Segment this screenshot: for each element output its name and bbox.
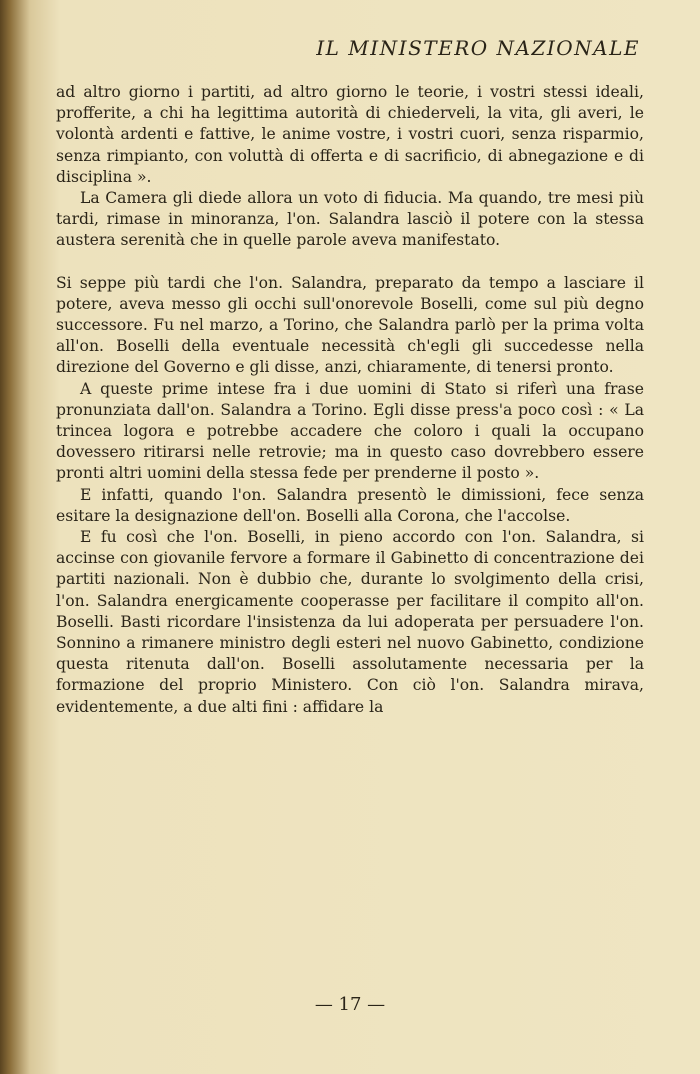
body-text	[56, 82, 644, 718]
running-title: IL MINISTERO NAZIONALE	[316, 36, 640, 60]
paragraph-4: A queste prime intese fra i due uomini di Stato si riferì una frase pronunziata dall'on. Salandra a Torino. Egli disse press'a poco così : « La trincea logora e potrebbe accadere che coloro i quali la occupano dovessero ritirarsi nelle retrovie; ma in questo caso dovrebbero essere pronti altri uomini della stessa fede per prenderne il posto ».	[56, 379, 644, 483]
paragraph-1: ad altro giorno i partiti, ad altro giorno le teorie, i vostri stessi ideali, profferite, a chi ha legittima autorità di chiederveli, la vita, gli averi, le volontà ardenti e fattive, le anime vostre, i vostri cuori, senza risparmio, senza rimpianto, con voluttà di offerta e di sacrificio, di abnegazione e di disciplina ».	[56, 83, 644, 186]
page-number: — 17 —	[314, 994, 386, 1015]
paragraph-3: Si seppe più tardi che l'on. Salandra, preparato da tempo a lasciare il potere, aveva messo gli occhi sull'onorevole Boselli, come sul più degno successore. Fu nel marzo, a Torino, che Salandra parlò per la prima volta all'on. Boselli della eventuale necessità ch'egli gli succedesse nella direzione del Governo e gli disse, anzi, chiaramente, di tenersi pronto.	[56, 273, 644, 377]
paragraph-2: La Camera gli diede allora un voto di fiducia. Ma quando, tre mesi più tardi, rimase in minoranza, l'on. Salandra lasciò il potere con la stessa austera serenità che in quelle parole aveva manifestato.	[56, 189, 644, 250]
paragraph-6: E fu così che l'on. Boselli, in pieno accordo con l'on. Salandra, si accinse con giovanile fervore a formare il Gabinetto di concentrazione dei partiti nazionali. Non è dubbio che, durante lo svolgimento della crisi, l'on. Salandra energicamente cooperasse per facilitare il compito all'on. Boselli. Basti ricordare l'insistenza da lui adoperata per persuadere l'on. Sonnino a rimanere ministro degli esteri nel nuovo Gabinetto, condizione questa ritenuta dall'on. Boselli assolutamente necessaria per la formazione del proprio Ministero. Con ciò l'on. Salandra mirava, evidentemente, a due alti fini : affidare la	[56, 528, 644, 716]
paragraph-5: E infatti, quando l'on. Salandra presentò le dimissioni, fece senza esitare la designazione dell'on. Boselli alla Corona, che l'accolse.	[56, 485, 644, 525]
